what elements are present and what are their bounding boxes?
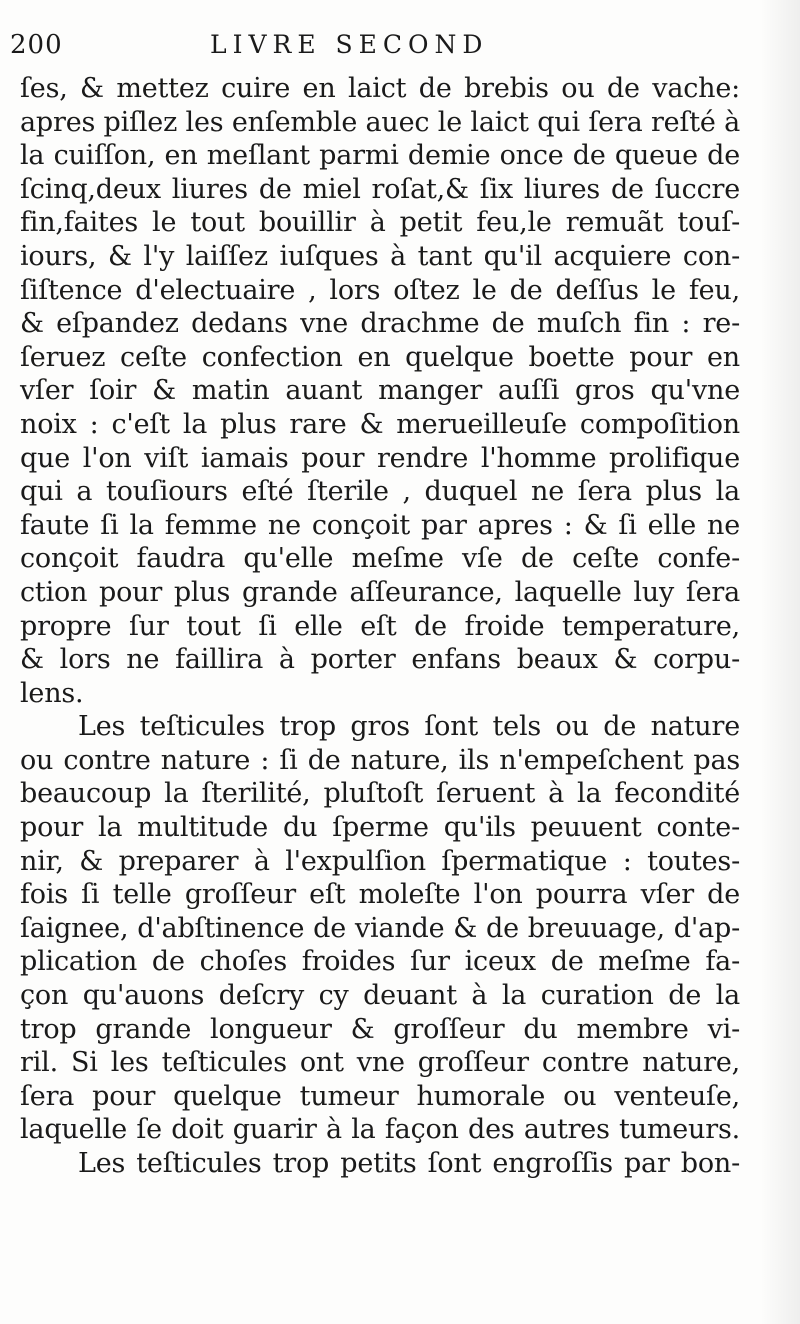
text-line: ou contre nature : ſi de nature, ils n'empeſchent pas — [20, 744, 740, 776]
text-line: conçoit faudra qu'elle meſme vſe de ceſte confe- — [20, 543, 740, 575]
text-line: iours, & l'y laiſſez iuſques à tant qu'il acquiere con- — [20, 240, 740, 272]
running-head — [10, 28, 770, 62]
text-line: propre ſur tout ſi elle eſt de froide temperature, — [20, 610, 740, 642]
text-line: la cuiſſon, en meſlant parmi demie once de queue de — [20, 140, 740, 172]
text-line: que l'on viſt iamais pour rendre l'homme prolifique — [20, 442, 740, 474]
text-line: fois ſi telle groſſeur eſt moleſte l'on pourra vſer de — [20, 879, 740, 911]
text-line: ſera pour quelque tumeur humorale ou venteuſe, — [20, 1080, 740, 1112]
page-edge-shading — [760, 0, 800, 1324]
text-line: çon qu'auons deſcry cy deuant à la curation de la — [20, 980, 740, 1012]
text-line: nir, & preparer à l'expulſion ſpermatique : toutes- — [20, 845, 740, 877]
text-line: trop grande longueur & groſſeur du membre vi- — [20, 1013, 740, 1045]
text-line: ſeruez ceſte confection en quelque boette pour en — [20, 341, 740, 373]
body-text — [20, 72, 740, 1181]
text-line: ſcinq,deux liures de miel roſat,& ſix liures de ſuccre — [20, 173, 740, 205]
paragraph-start-line: Les teſticules trop petits ſont engroſſis par bon- — [78, 1148, 740, 1179]
text-line: ſiſtence d'electuaire , lors oſtez le de deſſus le feu, — [20, 274, 740, 306]
text-line: qui a touſiours eſté ſterile , duquel ne ſera plus la — [20, 476, 740, 508]
text-line: vſer ſoir & matin auant manger auſſi gros qu'vne — [20, 375, 740, 407]
text-line: & eſpandez dedans vne drachme de muſch fin : re- — [20, 308, 740, 340]
paragraph-start-line: Les teſticules trop gros ſont tels ou de nature — [78, 711, 740, 743]
text-line: beaucoup la ſterilité, pluſtoſt ſeruent à la fecondité — [20, 778, 740, 810]
text-line: fin,faites le tout bouillir à petit feu,le remuãt touſ- — [20, 207, 740, 239]
running-title: LIVRE SECOND — [210, 30, 489, 59]
text-line: laquelle ſe doit guarir à la façon des autres tumeurs. — [20, 1114, 740, 1146]
text-line: ſes, & mettez cuire en laict de brebis ou de vache: — [20, 73, 740, 104]
text-line: ction pour plus grande aſſeurance, laquelle luy ſera — [20, 576, 740, 608]
page-number: 200 — [10, 30, 63, 60]
text-line: & lors ne faillira à porter enfans beaux & corpu- — [20, 644, 740, 676]
text-line: ſaignee, d'abſtinence de viande & de breuuage, d'ap- — [20, 912, 740, 944]
text-line: lens. — [20, 677, 84, 709]
text-line: pour la multitude du ſperme qu'ils peuuent conte- — [20, 812, 740, 844]
text-line: faute ſi la femme ne conçoit par apres : & ſi elle ne — [20, 509, 740, 541]
text-line: ril. Si les teſticules ont vne groſſeur contre nature, — [20, 1047, 740, 1079]
text-line: apres piſlez les enſemble auec le laict qui ſera reſté à — [20, 106, 740, 138]
text-line: noix : c'eſt la plus rare & merueilleuſe compoſition — [20, 408, 740, 440]
text-line: plication de choſes froides ſur iceux de meſme fa- — [20, 946, 740, 978]
